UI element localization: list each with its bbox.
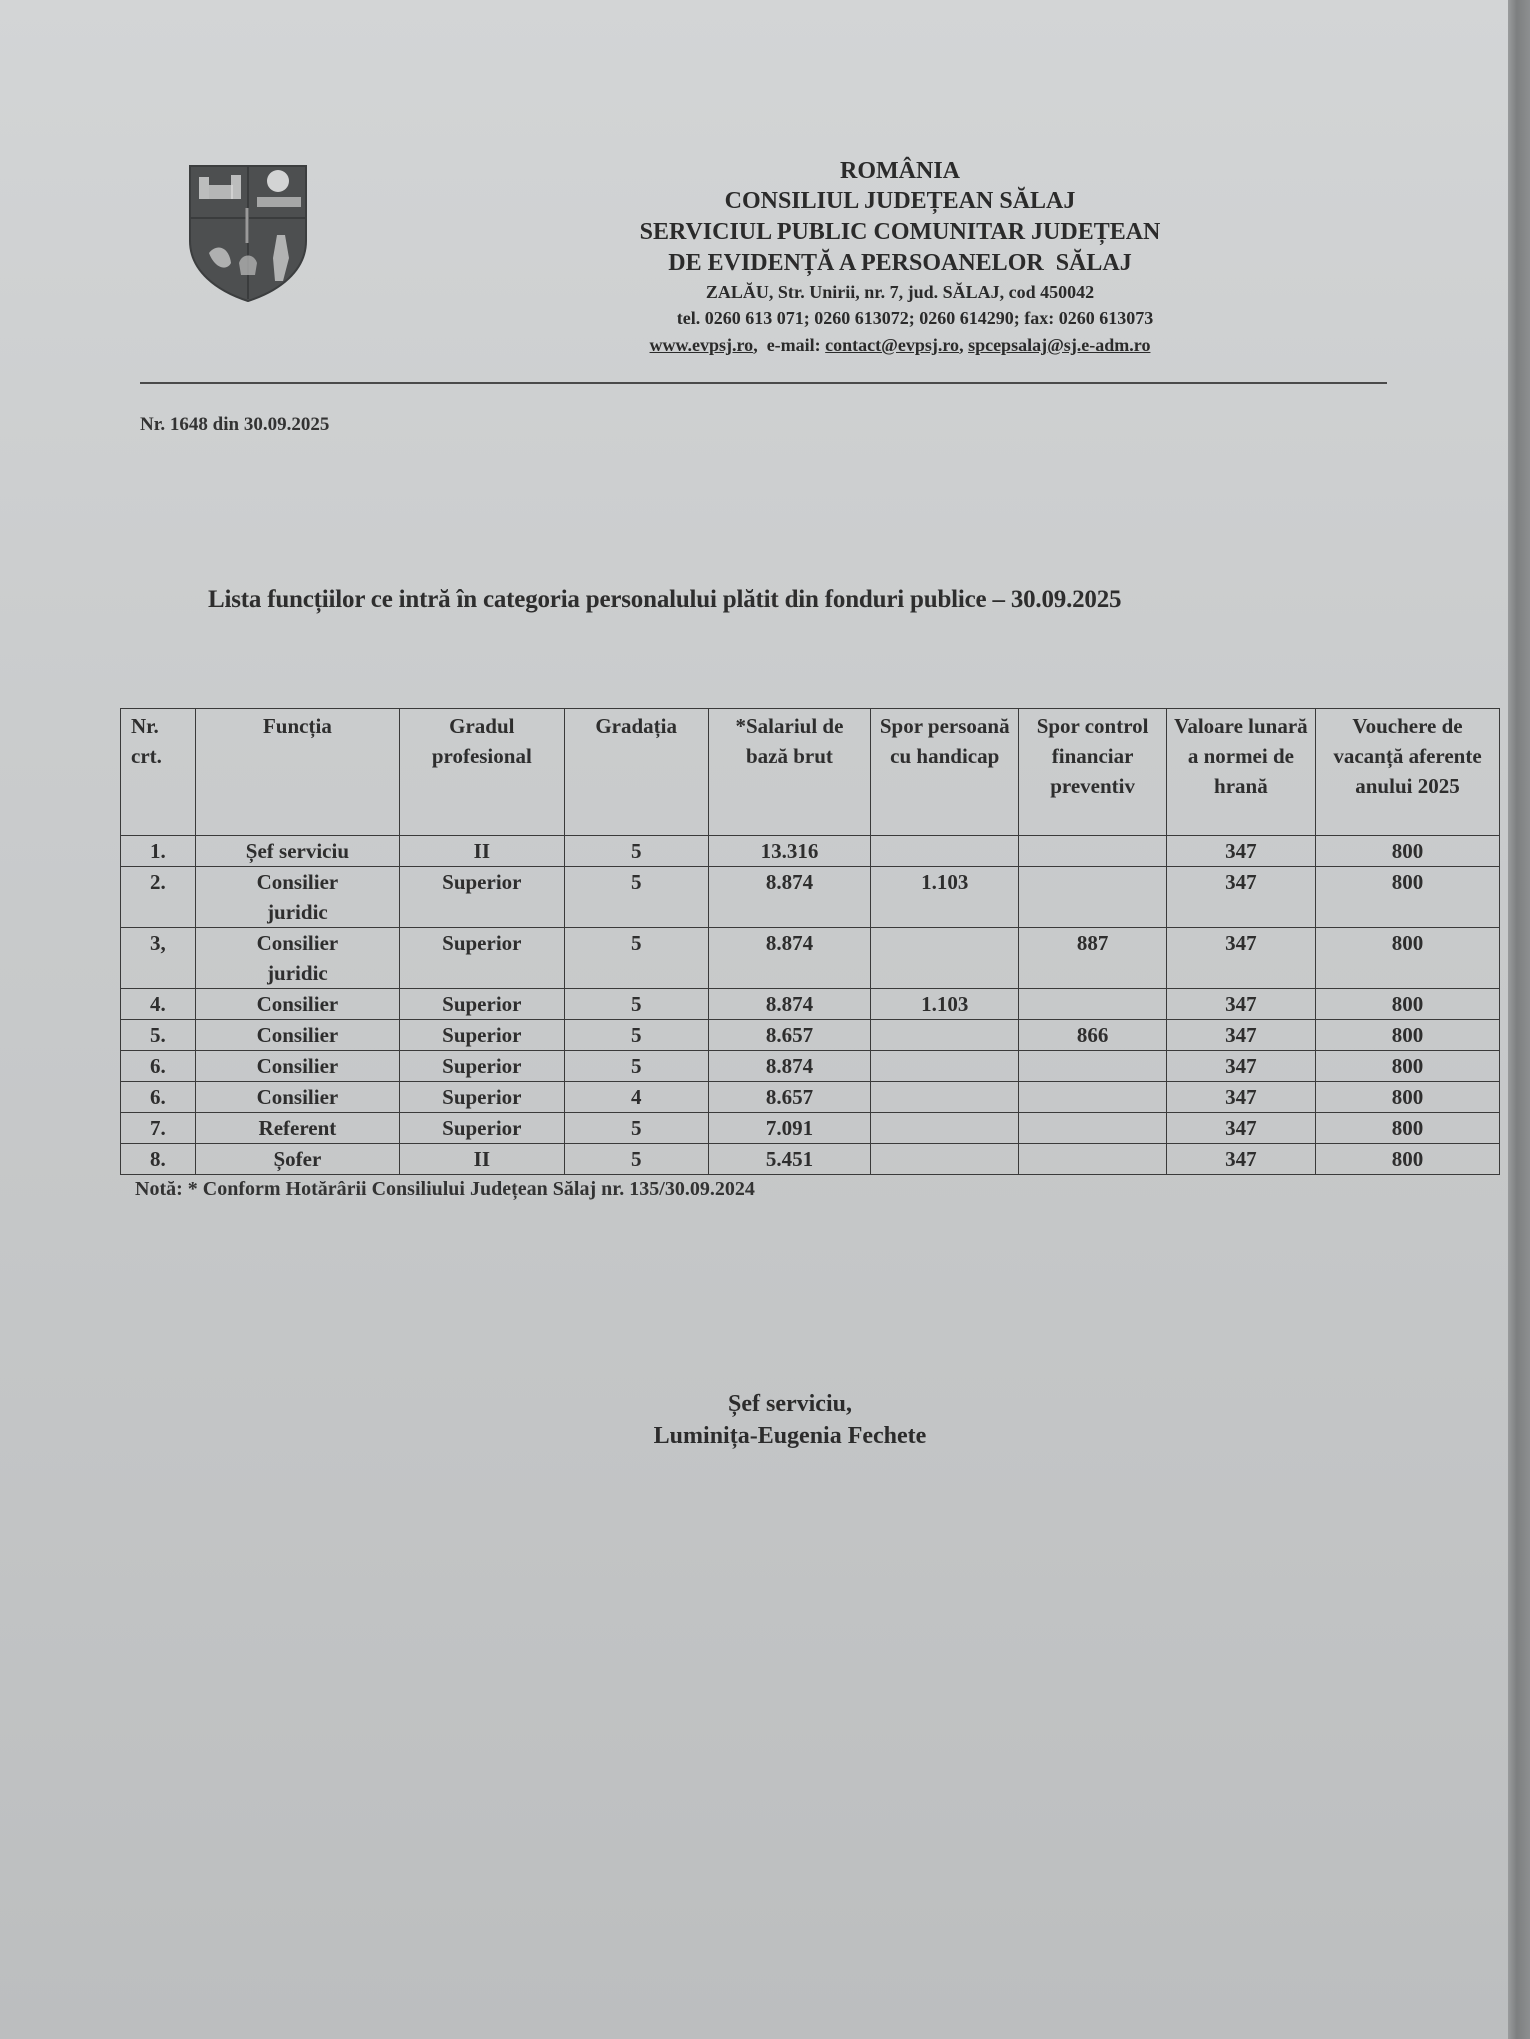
cell-spor-handicap [871, 1144, 1019, 1175]
cell-spor-handicap: 1.103 [871, 867, 1019, 928]
institution-phones: tel. 0260 613 071; 0260 613072; 0260 614290; fax: 0260 613073 [676, 308, 1154, 328]
cell-hrana: 347 [1166, 1082, 1315, 1113]
page-edge-shadow [1508, 0, 1530, 2039]
cell-salariu: 8.874 [708, 867, 870, 928]
email-link-spcep[interactable]: spcepsalaj@sj.e-adm.ro [968, 335, 1151, 355]
column-header-grad: Gradul profesional [400, 709, 564, 836]
table-row [121, 989, 1500, 1020]
salary-table [120, 708, 1500, 1175]
cell-nr: 3, [121, 928, 196, 989]
table-row [121, 1113, 1500, 1144]
cell-spor-cfp: 866 [1019, 1020, 1166, 1051]
cell-nr: 8. [121, 1144, 196, 1175]
document-title: Lista funcțiilor ce intră în categoria personalului plătit din fonduri publice – 30.09.2025 [208, 586, 1122, 613]
cell-salariu: 7.091 [708, 1113, 870, 1144]
cell-grad: Superior [400, 1082, 564, 1113]
cell-nr: 6. [121, 1082, 196, 1113]
cell-functia: Consilier juridic [195, 928, 399, 989]
contact-links: www.evpsj.ro, e-mail: contact@evpsj.ro, spcepsalaj@sj.e-adm.ro [649, 335, 1151, 355]
cell-functia: Consilier [195, 1051, 399, 1082]
cell-grad: Superior [400, 1051, 564, 1082]
cell-spor-cfp [1019, 989, 1166, 1020]
cell-salariu: 8.874 [708, 928, 870, 989]
county-coat-of-arms-icon [187, 163, 309, 303]
cell-grad: Superior [400, 1020, 564, 1051]
cell-spor-handicap [871, 1113, 1019, 1144]
cell-spor-handicap [871, 1082, 1019, 1113]
institution-address: ZALĂU, Str. Unirii, nr. 7, jud. SĂLAJ, cod 450042 [705, 282, 1095, 302]
cell-functia: Consilier [195, 1020, 399, 1051]
cell-hrana: 347 [1166, 1113, 1315, 1144]
cell-nr: 7. [121, 1113, 196, 1144]
council-name: CONSILIUL JUDEȚEAN SĂLAJ [724, 188, 1076, 214]
cell-gradatia: 5 [564, 1144, 708, 1175]
cell-salariu: 8.874 [708, 989, 870, 1020]
cell-nr: 2. [121, 867, 196, 928]
cell-vouchere: 800 [1315, 989, 1499, 1020]
column-header-spor-cfp: Spor control financiar preventiv [1019, 709, 1166, 836]
cell-vouchere: 800 [1315, 836, 1499, 867]
column-header-spor-handicap: Spor persoană cu handicap [871, 709, 1019, 836]
cell-spor-cfp [1019, 836, 1166, 867]
cell-grad: Superior [400, 1113, 564, 1144]
cell-nr: 5. [121, 1020, 196, 1051]
cell-spor-cfp [1019, 1113, 1166, 1144]
cell-gradatia: 5 [564, 836, 708, 867]
cell-vouchere: 800 [1315, 867, 1499, 928]
cell-functia: Consilier juridic [195, 867, 399, 928]
cell-hrana: 347 [1166, 1051, 1315, 1082]
website-link[interactable]: www.evpsj.ro [649, 335, 754, 355]
table-row [121, 928, 1500, 989]
cell-salariu: 8.657 [708, 1082, 870, 1113]
cell-nr: 1. [121, 836, 196, 867]
cell-grad: II [400, 1144, 564, 1175]
cell-functia: Consilier [195, 989, 399, 1020]
cell-vouchere: 800 [1315, 1144, 1499, 1175]
email-link-contact[interactable]: contact@evpsj.ro [825, 335, 960, 355]
table-row [121, 867, 1500, 928]
cell-spor-cfp [1019, 867, 1166, 928]
cell-nr: 6. [121, 1051, 196, 1082]
signature-block [560, 1388, 1020, 1452]
cell-spor-cfp [1019, 1144, 1166, 1175]
cell-gradatia: 5 [564, 989, 708, 1020]
cell-grad: Superior [400, 867, 564, 928]
cell-spor-cfp [1019, 1051, 1166, 1082]
cell-functia: Șofer [195, 1144, 399, 1175]
service-name-line1: SERVICIUL PUBLIC COMUNITAR JUDEȚEAN [639, 219, 1161, 245]
column-header-nr: Nr. crt. [121, 709, 196, 836]
cell-vouchere: 800 [1315, 1020, 1499, 1051]
cell-gradatia: 5 [564, 1051, 708, 1082]
cell-salariu: 8.657 [708, 1020, 870, 1051]
table-row [121, 836, 1500, 867]
cell-salariu: 8.874 [708, 1051, 870, 1082]
cell-gradatia: 5 [564, 867, 708, 928]
cell-gradatia: 5 [564, 928, 708, 989]
cell-gradatia: 5 [564, 1020, 708, 1051]
table-row [121, 1144, 1500, 1175]
cell-spor-handicap [871, 1020, 1019, 1051]
cell-functia: Consilier [195, 1082, 399, 1113]
cell-grad: II [400, 836, 564, 867]
column-header-hrana: Valoare lunară a normei de hrană [1166, 709, 1315, 836]
column-header-gradatia: Gradația [564, 709, 708, 836]
column-header-functia: Funcția [195, 709, 399, 836]
cell-spor-handicap [871, 1051, 1019, 1082]
institution-letterhead [560, 156, 1240, 359]
column-header-salariu: *Salariul de bază brut [708, 709, 870, 836]
cell-salariu: 13.316 [708, 836, 870, 867]
table-row [121, 1051, 1500, 1082]
table-header-row [121, 709, 1500, 836]
table-row [121, 1082, 1500, 1113]
signatory-name: Luminița-Eugenia Fechete [653, 1423, 927, 1449]
cell-gradatia: 4 [564, 1082, 708, 1113]
cell-vouchere: 800 [1315, 1082, 1499, 1113]
cell-spor-handicap [871, 836, 1019, 867]
cell-hrana: 347 [1166, 928, 1315, 989]
cell-spor-cfp [1019, 1082, 1166, 1113]
table-row [121, 1020, 1500, 1051]
cell-gradatia: 5 [564, 1113, 708, 1144]
cell-hrana: 347 [1166, 867, 1315, 928]
cell-hrana: 347 [1166, 1020, 1315, 1051]
cell-nr: 4. [121, 989, 196, 1020]
cell-grad: Superior [400, 989, 564, 1020]
cell-hrana: 347 [1166, 989, 1315, 1020]
table-footnote: Notă: * Conform Hotărârii Consiliului Județean Sălaj nr. 135/30.09.2024 [135, 1178, 755, 1200]
cell-grad: Superior [400, 928, 564, 989]
cell-spor-handicap: 1.103 [871, 989, 1019, 1020]
cell-vouchere: 800 [1315, 1113, 1499, 1144]
cell-spor-cfp: 887 [1019, 928, 1166, 989]
document-registration-number: Nr. 1648 din 30.09.2025 [140, 414, 330, 435]
cell-functia: Referent [195, 1113, 399, 1144]
cell-vouchere: 800 [1315, 928, 1499, 989]
cell-spor-handicap [871, 928, 1019, 989]
cell-hrana: 347 [1166, 836, 1315, 867]
email-label: e-mail: [766, 335, 821, 355]
cell-functia: Șef serviciu [195, 836, 399, 867]
header-divider [140, 382, 1387, 384]
country-name: ROMÂNIA [840, 158, 960, 184]
service-name-line2: DE EVIDENȚĂ A PERSOANELOR SĂLAJ [668, 250, 1132, 276]
column-header-vouchere: Vouchere de vacanță aferente anului 2025 [1315, 709, 1499, 836]
signatory-role: Șef serviciu, [728, 1391, 852, 1417]
cell-salariu: 5.451 [708, 1144, 870, 1175]
cell-vouchere: 800 [1315, 1051, 1499, 1082]
cell-hrana: 347 [1166, 1144, 1315, 1175]
